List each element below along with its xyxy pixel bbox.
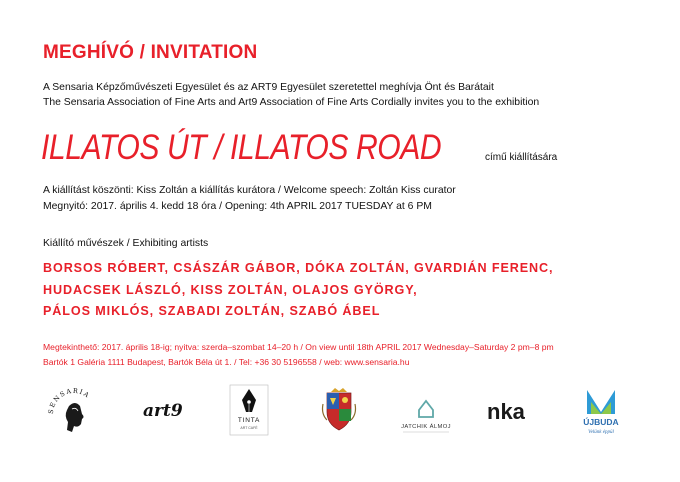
svg-text:ÚJBUDA: ÚJBUDA: [583, 417, 619, 427]
artists-list: [43, 258, 553, 323]
tinta-pen-nib-icon: [229, 384, 269, 436]
svg-text:JATCHIK ÁLMOJ: JATCHIK ÁLMOJ: [401, 424, 451, 430]
intro-english: The Sensaria Association of Fine Arts and Art9 Association of Fine Arts Cordially invites you to the exhibition: [43, 97, 540, 108]
coat-of-arms-icon: [319, 384, 359, 436]
venue-info: [43, 340, 554, 369]
welcome-speech: A kiállítást köszönti: Kiss Zoltán a kiállítás kurátora / Welcome speech: Zoltán Kiss curator: [43, 185, 456, 196]
intro-text: [43, 80, 539, 110]
sponsor-logos: [45, 384, 645, 444]
opening-time: Megnyitó: 2017. április 4. kedd 18 óra / Opening: 4th APRIL 2017 TUESDAY at 6 PM: [43, 200, 432, 212]
nka-logo: [483, 384, 535, 436]
svg-text:SENSARIA: SENSARIA: [46, 386, 92, 415]
venue-address: Bartók 1 Galéria 1111 Budapest, Bartók Béla út 1. / Tel: +36 30 5196558 / web: www.sensaria.hu: [43, 356, 410, 367]
artists-line: HUDACSEK LÁSZLÓ, KISS ZOLTÁN, OLAJOS GYÖRGY,: [43, 282, 418, 297]
jatchik-almoj-logo: [395, 384, 457, 436]
svg-text:ART CAFÉ: ART CAFÉ: [240, 426, 258, 430]
artists-line: BORSOS RÓBERT, CSÁSZÁR GÁBOR, DÓKA ZOLTÁN, GVARDIÁN FERENC,: [43, 261, 554, 275]
intro-hungarian: A Sensaria Képzőművészeti Egyesület és az ART9 Egyesület szeretettel meghívja Önt és Barátait: [43, 82, 494, 93]
exhibition-title: ILLATOS ÚT / ILLATOS ROAD: [41, 128, 442, 167]
sensaria-emblem-icon: [45, 384, 103, 436]
event-details: [43, 183, 456, 214]
svg-text:art9: art9: [143, 401, 182, 421]
viewing-hours: Megtekinthető: 2017. április 18-ig; nyitva: szerda–szombat 14–20 h / On view until 18th APRIL 2017 Wednesday–Saturday 2 pm–8 pm: [43, 342, 554, 352]
svg-text:TINTA: TINTA: [237, 417, 261, 424]
artists-line: PÁLOS MIKLÓS, SZABADI ZOLTÁN, SZABÓ ÁBEL: [43, 304, 381, 318]
svg-text:nka: nka: [487, 399, 525, 424]
sensaria-logo: [45, 384, 103, 436]
ujbuda-mountain-icon: [573, 384, 629, 444]
coat-of-arms-logo: [319, 384, 359, 436]
artists-label: Kiállító művészek / Exhibiting artists: [43, 238, 209, 249]
svg-text:Velünk éppül: Velünk éppül: [588, 430, 614, 435]
ujbuda-logo: [573, 384, 629, 436]
jatchik-house-icon: [395, 384, 457, 436]
tinta-logo: [229, 384, 269, 436]
invitation-heading: MEGHÍVÓ / INVITATION: [43, 42, 258, 63]
nka-logo-icon: [483, 384, 535, 436]
exhibition-title-suffix: című kiállítására: [485, 152, 558, 163]
art9-logo-icon: [140, 384, 182, 436]
art9-logo: [140, 384, 182, 436]
exhibition-title-row: [41, 128, 558, 168]
